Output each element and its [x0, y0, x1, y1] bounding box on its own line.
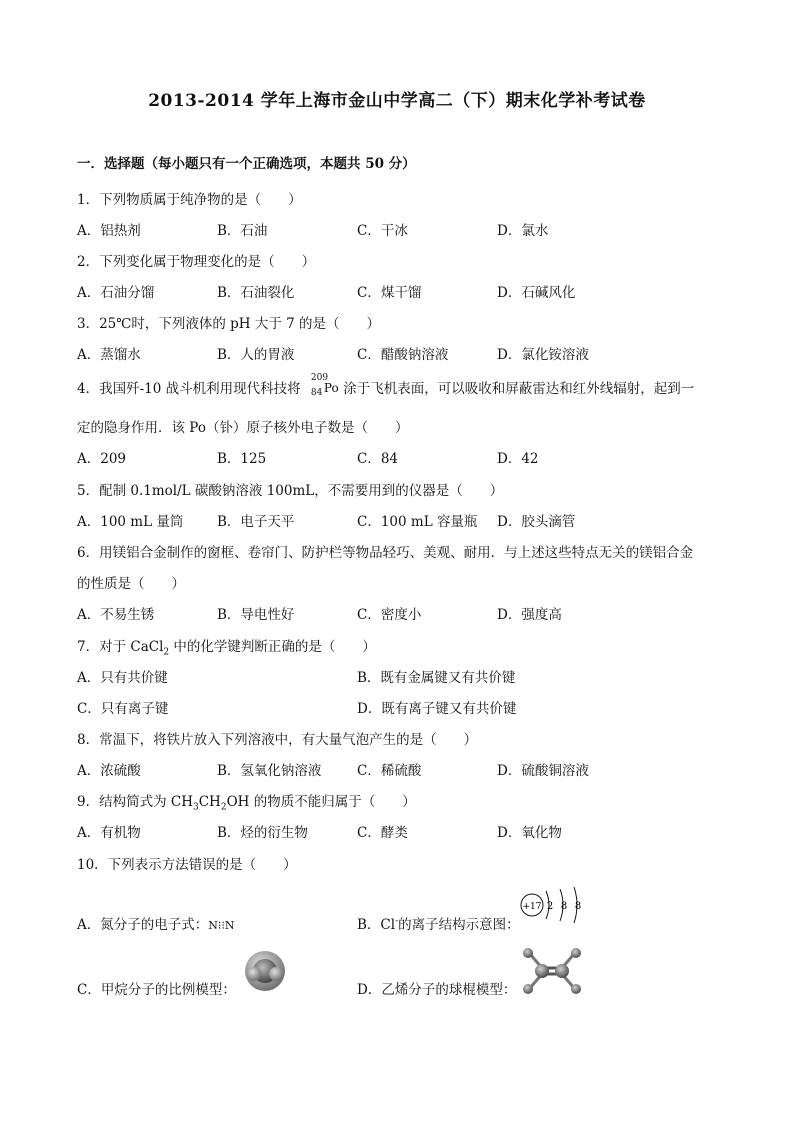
shell-electrons-3: 8 [574, 901, 582, 912]
option-b: B．烃的衍生物 [217, 825, 308, 841]
question-10-stem: 10．下列表示方法错误的是（ ） [77, 857, 297, 873]
hydrogen-atom [269, 967, 283, 981]
question-10-options-row1 [77, 913, 757, 933]
question-8-options [77, 759, 757, 779]
superscript: - [395, 916, 399, 927]
question-4-stem-part1: 4．我国歼-10 战斗机利用现代科技将 [77, 381, 301, 397]
carbon-atom [535, 964, 549, 978]
option-b-label: B．Cl [357, 917, 396, 933]
option-c: C．酵类 [357, 825, 408, 841]
hydrogen-atom [247, 967, 261, 981]
option-a: A．100 mL 量筒 [77, 514, 184, 530]
po-nuclide-symbol [307, 373, 339, 399]
option-b-label-rest: 的离子结构示意图： [398, 917, 520, 933]
question-1-options [77, 219, 757, 239]
question-7-options-row2 [77, 697, 757, 717]
hydrogen-atom [523, 984, 533, 994]
option-d: D．强度高 [497, 607, 562, 623]
question-6-stem-line2: 的性质是（ ） [77, 576, 185, 592]
option-b: B．人的胃液 [217, 347, 295, 363]
option-c: C．甲烷分子的比例模型： [77, 982, 236, 998]
option-c: C．密度小 [357, 607, 422, 623]
question-2-stem: 2．下列变化属于物理变化的是（ ） [77, 254, 316, 270]
nuclide-symbol: Po [323, 381, 339, 395]
option-a: A．石油分馏 [77, 285, 155, 301]
carbon-atom [555, 964, 569, 978]
option-c: C．只有离子键 [77, 701, 169, 717]
question-8-stem: 8．常温下，将铁片放入下列溶液中，有大量气泡产生的是（ ） [77, 732, 478, 748]
nuclide-number: 84 [310, 388, 323, 398]
option-a: A．209 [77, 451, 127, 467]
question-5-stem: 5．配制 0.1mol/L 碳酸钠溶液 100mL，不需要用到的仪器是（ ） [77, 483, 504, 499]
option-b: B．氢氧化钠溶液 [217, 763, 322, 779]
option-a: A．蒸馏水 [77, 347, 141, 363]
option-b: B．石油 [217, 223, 268, 239]
chloride-ion-structure-diagram [518, 885, 588, 925]
option-c: C．醋酸钠溶液 [357, 347, 449, 363]
question-4-stem-part2: 涂于飞机表面，可以吸收和屏蔽雷达和红外线辐射，起到一 [343, 381, 695, 397]
hydrogen-atom [571, 984, 581, 994]
question-2-options [77, 281, 757, 301]
option-a: A．不易生锈 [77, 607, 155, 623]
methane-space-filling-model [240, 948, 290, 994]
option-b: B．电子天平 [217, 514, 295, 530]
shell-electrons-2: 8 [560, 901, 568, 912]
question-9-stem [77, 790, 416, 813]
question-7-stem [77, 635, 376, 658]
option-c: C．干冰 [357, 223, 408, 239]
option-a: A．有机物 [77, 825, 141, 841]
option-b: B．125 [217, 451, 267, 467]
option-c: C．100 mL 容量瓶 [357, 514, 478, 530]
option-a [77, 913, 235, 933]
option-a: A．浓硫酸 [77, 763, 141, 779]
hydrogen-atom [571, 948, 581, 958]
option-d: D．胶头滴管 [497, 514, 576, 530]
question-1-stem: 1．下列物质属于纯净物的是（ ） [77, 192, 302, 208]
option-a: A．铝热剂 [77, 223, 141, 239]
question-6-options [77, 603, 757, 623]
question-9-stem-part1: 9．结构简式为 CH [77, 794, 193, 810]
nucleus-charge: +17 [522, 902, 542, 912]
question-4-stem [77, 373, 695, 399]
question-7-stem-part1: 7．对于 CaCl [77, 639, 164, 655]
option-d: D．42 [497, 451, 539, 467]
option-d: D．既有离子键又有共价键 [357, 701, 517, 717]
question-7-options-row1 [77, 666, 757, 686]
nuclide-mass: 209 [310, 373, 329, 383]
question-5-options [77, 510, 757, 530]
question-4-options [77, 447, 757, 467]
formula-mid: CH [198, 794, 221, 810]
option-a-label: A．氮分子的电子式： [77, 917, 209, 933]
shell-electrons-1: 2 [546, 901, 554, 912]
option-d: D．硫酸铜溶液 [497, 763, 589, 779]
option-c: C．84 [357, 451, 399, 467]
question-6-stem: 6．用镁铝合金制作的窗框、卷帘门、防护栏等物品轻巧、美观、耐用．与上述这些特点无关的镁铝合金 [77, 545, 694, 561]
page-title: 2013-2014 学年上海市金山中学高二（下）期末化学补考试卷 [148, 91, 646, 111]
ethylene-ball-and-stick-model [518, 946, 586, 996]
question-4-stem-line2: 定的隐身作用．该 Po（钋）原子核外电子数是（ ） [77, 420, 409, 436]
nitrogen-electron-formula: N⁝⁝N [208, 919, 235, 932]
option-d: D．氯化铵溶液 [497, 347, 589, 363]
subscript: 3 [192, 802, 199, 813]
option-b [357, 913, 520, 933]
question-3-options [77, 343, 757, 363]
question-7-stem-part2: 中的化学键判断正确的是（ ） [169, 639, 376, 655]
subscript: 2 [220, 802, 227, 813]
option-b: B．导电性好 [217, 607, 295, 623]
question-3-stem: 3．25℃时，下列液体的 pH 大于 7 的是（ ） [77, 316, 381, 332]
option-b: B．石油裂化 [217, 285, 295, 301]
question-10-options-row2 [77, 978, 757, 998]
option-d: D．乙烯分子的球棍模型： [357, 982, 517, 998]
hydrogen-atom [523, 948, 533, 958]
question-9-options [77, 821, 757, 841]
option-d: D．石碱风化 [497, 285, 576, 301]
option-d: D．氧化物 [497, 825, 562, 841]
option-d: D．氯水 [497, 223, 549, 239]
option-a: A．只有共价键 [77, 670, 168, 686]
option-c: C．煤干馏 [357, 285, 422, 301]
option-c: C．稀硫酸 [357, 763, 422, 779]
section-heading: 一．选择题（每小题只有一个正确选项，本题共 50 分） [77, 156, 416, 172]
question-9-stem-part2: OH 的物质不能归属于（ ） [226, 794, 416, 810]
subscript: 2 [163, 647, 170, 658]
option-b: B．既有金属键又有共价键 [357, 670, 516, 686]
